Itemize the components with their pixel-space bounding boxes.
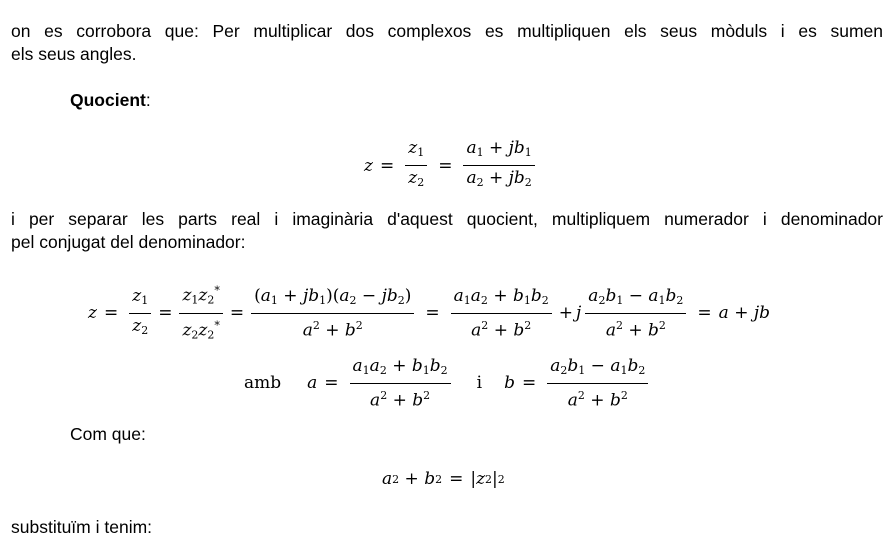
i-word: i [476, 373, 483, 394]
quotient-heading-text: Quocient [70, 90, 146, 110]
substituim-text: substituïm i tenim: [11, 517, 153, 537]
intro-line-2: els seus angles. [11, 44, 137, 64]
equation-conjugate-expansion: z = $\frac{z_1}{z_2}$ = $\frac{z_1z_2^*}{z_2z_2^*}$ = $\frac{(a_1 + jb_1)(a_2 - jb_2)}{a^2 + b^2}$ = $\frac{a_1a_2 + b_1b_2}{a^2 + b^2}$ + j $\frac{a_2b_1 - a_1b_2}{a^2 + b^2}$ = a + jb [88, 279, 770, 347]
intro-line-1: on es corrobora que: Per multiplicar dos complexos es multipliquen els seus mòduls i es sumen [11, 21, 883, 41]
equation-a-and-b-definitions: amb a = $\frac{a_1a_2 + b_1b_2}{a^2 + b^2}$ i b = $\frac{a_2b_1 - a_1b_2}{a^2 + b^2}$ [244, 354, 652, 413]
com-que-text: Com que: [70, 424, 146, 444]
equation-modulus-squared: a 2 + b 2 = | z 2 | 2 [382, 469, 505, 489]
fraction-a1jb1-over-a2jb2: $\frac{a_1 + jb_1}{a_2 + jb_2}$ [463, 136, 534, 195]
amb-word: amb [244, 373, 282, 394]
explanation-line-1: i per separar les parts real i imaginària d'aquest quocient, multipliquem numerador i denominador [11, 209, 883, 229]
explanation-line-2: pel conjugat del denominador: [11, 232, 246, 252]
quotient-heading [70, 90, 151, 111]
quotient-heading-colon: : [145, 90, 151, 110]
fraction-z1-over-z2: $\frac{z_1}{z_2}$ [405, 136, 427, 195]
equation-quotient-definition: z = $\frac{z_1}{z_2}$ = $\frac{a_1 + jb_1}{a_2 + jb_2}$ [364, 136, 539, 195]
